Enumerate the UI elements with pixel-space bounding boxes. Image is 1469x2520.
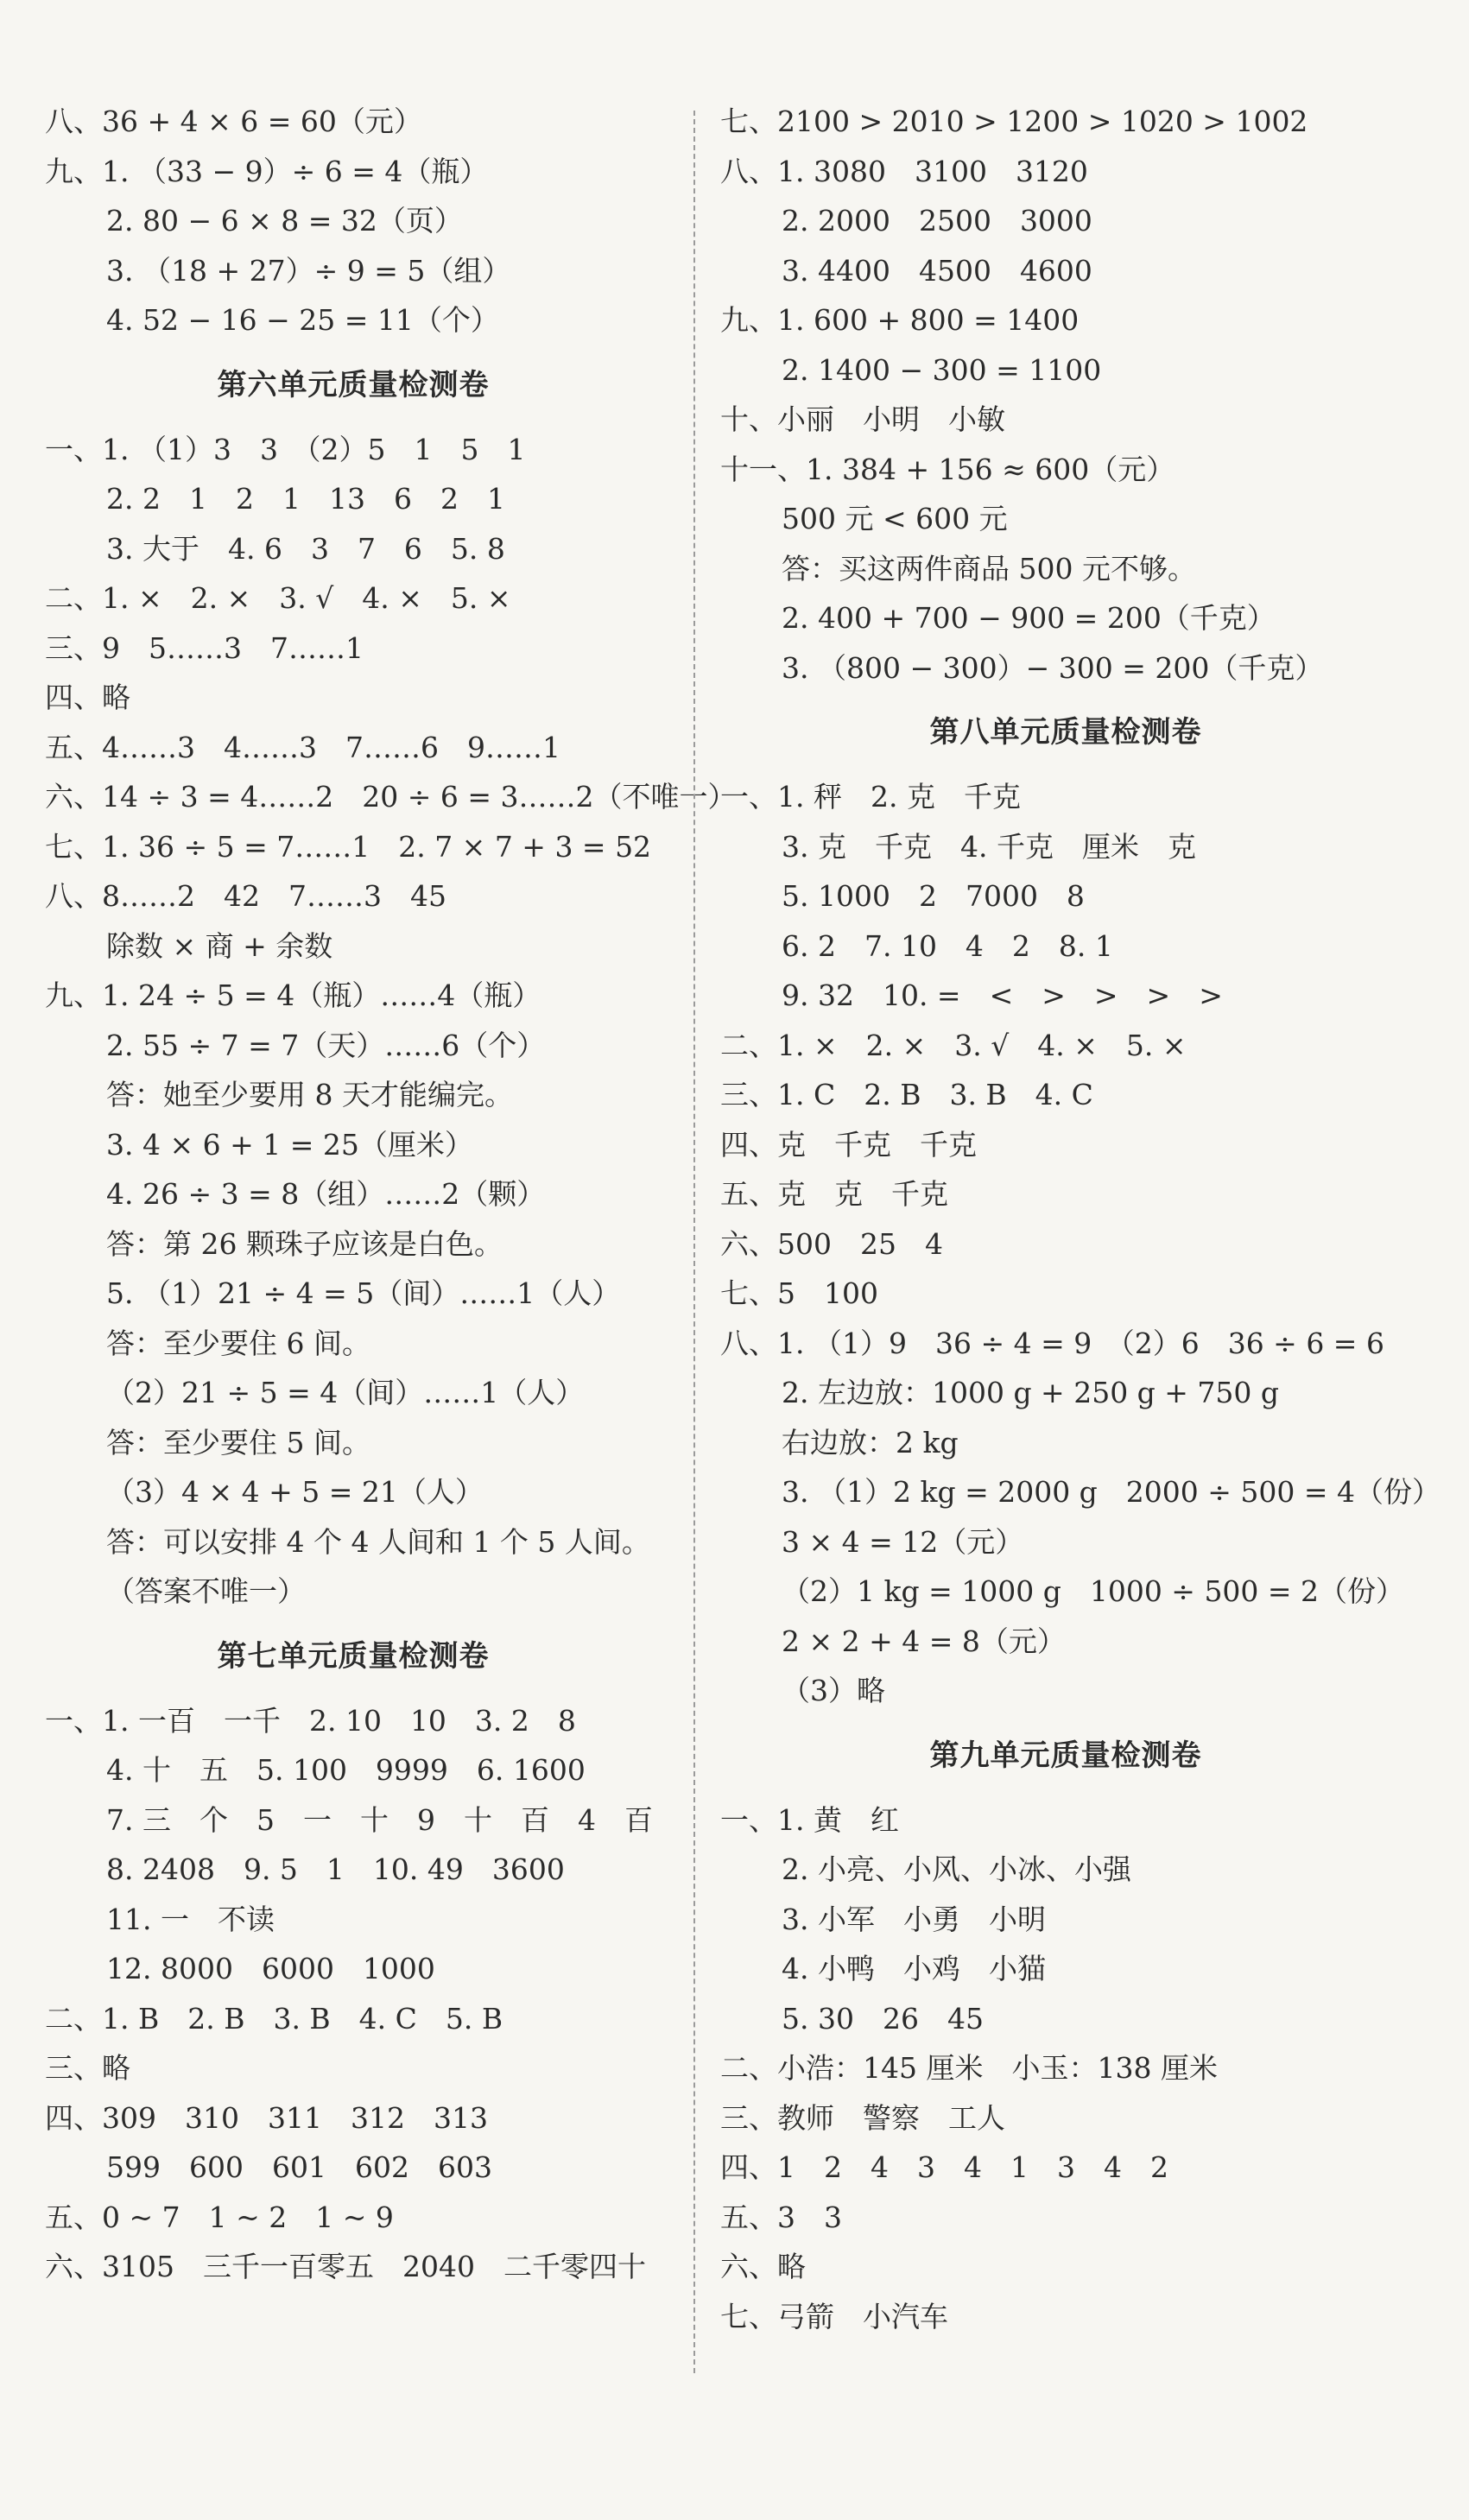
answer-line: 八、1. 3080 3100 3120 [720, 154, 1088, 188]
answer-line: 9. 32 10. = < > > > > [782, 978, 1223, 1012]
answer-line: 四、1 2 4 3 4 1 3 4 2 [720, 2150, 1168, 2184]
answer-line: 一、1. 秤 2. 克 千克 [720, 780, 1021, 814]
answer-line: 4. 小鸭 小鸡 小猫 [782, 1952, 1046, 1985]
answer-column-left [45, 97, 737, 2292]
answer-line: 六、3105 三千一百零五 2040 二千零四十 [45, 2250, 646, 2283]
answer-line: 2 × 2 + 4 = 8（元） [782, 1624, 1066, 1658]
answer-line: 五、3 3 [720, 2200, 842, 2234]
answer-line: 八、36 + 4 × 6 = 60（元） [45, 104, 422, 138]
answer-line: 四、309 310 311 312 313 [45, 2100, 488, 2135]
section-heading: 第六单元质量检测卷 [217, 367, 490, 402]
answer-line: 2. 左边放：1000 g + 250 g + 750 g [782, 1376, 1280, 1409]
column-divider [693, 111, 695, 2373]
answer-line: 二、1. × 2. × 3. √ 4. × 5. × [45, 581, 511, 615]
answer-line: 七、1. 36 ÷ 5 = 7……1 2. 7 × 7 + 3 = 52 [45, 829, 652, 864]
answer-line: 二、小浩：145 厘米 小玉：138 厘米 [720, 2051, 1218, 2085]
answer-line: 4. 26 ÷ 3 = 8（组）……2（颗） [106, 1177, 546, 1211]
answer-line: 六、500 25 4 [720, 1226, 943, 1261]
answer-line: 三、1. C 2. B 3. B 4. C [720, 1078, 1093, 1111]
answer-line: 500 元 < 600 元 [782, 502, 1008, 535]
answer-line: 答：可以安排 4 个 4 人间和 1 个 5 人间。 [106, 1524, 650, 1559]
answer-line: 2. 80 − 6 × 8 = 32（页） [106, 204, 463, 237]
answer-line: 七、2100 > 2010 > 1200 > 1020 > 1002 [720, 104, 1308, 138]
answer-line: 五、4……3 4……3 7……6 9……1 [45, 730, 560, 764]
answer-column-right [720, 97, 1441, 2341]
answer-line: （3）4 × 4 + 5 = 21（人） [106, 1475, 484, 1509]
answer-line: 3. 4 × 6 + 1 = 25（厘米） [106, 1127, 473, 1162]
answer-line: 六、14 ÷ 3 = 4……2 20 ÷ 6 = 3……2（不唯一） [45, 780, 737, 814]
answer-line: 一、1. （1）3 3 （2）5 1 5 1 [45, 432, 526, 466]
answer-line: 四、略 [45, 681, 130, 714]
answer-line: 11. 一 不读 [106, 1902, 275, 1936]
answer-line: 3 × 4 = 12（元） [782, 1524, 1024, 1559]
answer-line: （3）略 [782, 1674, 885, 1707]
answer-line: （答案不唯一） [106, 1574, 306, 1608]
answer-line: 三、略 [45, 2051, 130, 2085]
answer-line: 答：至少要住 5 间。 [106, 1425, 370, 1459]
answer-line: 5. （1）21 ÷ 4 = 5（间）……1（人） [106, 1276, 621, 1310]
answer-line: 一、1. 黄 红 [720, 1802, 899, 1837]
answer-line: 3. （800 − 300）− 300 = 200（千克） [782, 650, 1324, 685]
answer-line: 一、1. 一百 一千 2. 10 10 3. 2 8 [45, 1703, 576, 1738]
answer-line: 十、小丽 小明 小敏 [720, 402, 1005, 436]
answer-line: 12. 8000 6000 1000 [106, 1952, 435, 1985]
answer-line: 四、克 千克 千克 [720, 1127, 977, 1162]
answer-line: 五、0 ~ 7 1 ~ 2 1 ~ 9 [45, 2200, 394, 2234]
section-heading: 第九单元质量检测卷 [929, 1738, 1202, 1773]
answer-line: 三、教师 警察 工人 [720, 2100, 1005, 2135]
answer-line: 二、1. B 2. B 3. B 4. C 5. B [45, 2001, 503, 2036]
answer-line: 九、1. （33 − 9）÷ 6 = 4（瓶） [45, 154, 489, 188]
answer-line: 五、克 克 千克 [720, 1177, 948, 1211]
answer-line: 二、1. × 2. × 3. √ 4. × 5. × [720, 1028, 1187, 1062]
answer-line: 2. 2 1 2 1 13 6 2 1 [106, 482, 505, 516]
answer-line: 599 600 601 602 603 [106, 2150, 492, 2184]
answer-line: 2. 400 + 700 − 900 = 200（千克） [782, 601, 1276, 635]
answer-line: 3. （1）2 kg = 2000 g 2000 ÷ 500 = 4（份） [782, 1475, 1441, 1509]
answer-line: 2. 55 ÷ 7 = 7（天）……6（个） [106, 1028, 546, 1062]
answer-line: 答：买这两件商品 500 元不够。 [782, 551, 1196, 586]
answer-line: 九、1. 600 + 800 = 1400 [720, 303, 1080, 337]
answer-line: （2）21 ÷ 5 = 4（间）……1（人） [106, 1376, 585, 1409]
answer-line: 3. 小军 小勇 小明 [782, 1902, 1046, 1936]
answer-line: 八、1. （1）9 36 ÷ 4 = 9 （2）6 36 ÷ 6 = 6 [720, 1326, 1384, 1360]
answer-line: 4. 52 − 16 − 25 = 11（个） [106, 303, 499, 337]
answer-line: 7. 三 个 5 一 十 9 十 百 4 百 [106, 1802, 653, 1837]
answer-line: 三、9 5……3 7……1 [45, 630, 364, 665]
section-heading: 第七单元质量检测卷 [217, 1638, 490, 1674]
answer-line: 3. （18 + 27）÷ 9 = 5（组） [106, 253, 511, 288]
answer-line: 2. 1400 − 300 = 1100 [782, 352, 1102, 387]
answer-line: 4. 十 五 5. 100 9999 6. 1600 [106, 1753, 586, 1787]
answer-line: 六、略 [720, 2250, 806, 2283]
answer-line: 3. 克 千克 4. 千克 厘米 克 [782, 829, 1196, 864]
answer-line: 答：至少要住 6 间。 [106, 1326, 370, 1360]
answer-line: 八、8……2 42 7……3 45 [45, 879, 446, 913]
answer-line: 2. 2000 2500 3000 [782, 204, 1092, 237]
answer-line: 右边放：2 kg [782, 1425, 959, 1459]
answer-line: 6. 2 7. 10 4 2 8. 1 [782, 928, 1113, 963]
answer-line: 七、5 100 [720, 1276, 878, 1310]
answer-line: 七、弓箭 小汽车 [720, 2299, 948, 2333]
answer-line: 5. 1000 2 7000 8 [782, 879, 1085, 913]
answer-line: 答：第 26 颗珠子应该是白色。 [106, 1226, 503, 1261]
answer-line: 答：她至少要用 8 天才能编完。 [106, 1078, 513, 1111]
answer-line: 8. 2408 9. 5 1 10. 49 3600 [106, 1852, 565, 1886]
answer-line: 十一、1. 384 + 156 ≈ 600（元） [720, 452, 1175, 486]
answer-line: 2. 小亮、小风、小冰、小强 [782, 1852, 1131, 1886]
answer-line: 3. 大于 4. 6 3 7 6 5. 8 [106, 531, 505, 566]
section-heading: 第八单元质量检测卷 [929, 715, 1202, 750]
answer-line: 除数 × 商 + 余数 [106, 928, 333, 963]
answer-line: （2）1 kg = 1000 g 1000 ÷ 500 = 2（份） [782, 1574, 1405, 1608]
answer-line: 5. 30 26 45 [782, 2001, 984, 2036]
answer-line: 九、1. 24 ÷ 5 = 4（瓶）……4（瓶） [45, 978, 541, 1012]
answer-line: 3. 4400 4500 4600 [782, 253, 1092, 288]
